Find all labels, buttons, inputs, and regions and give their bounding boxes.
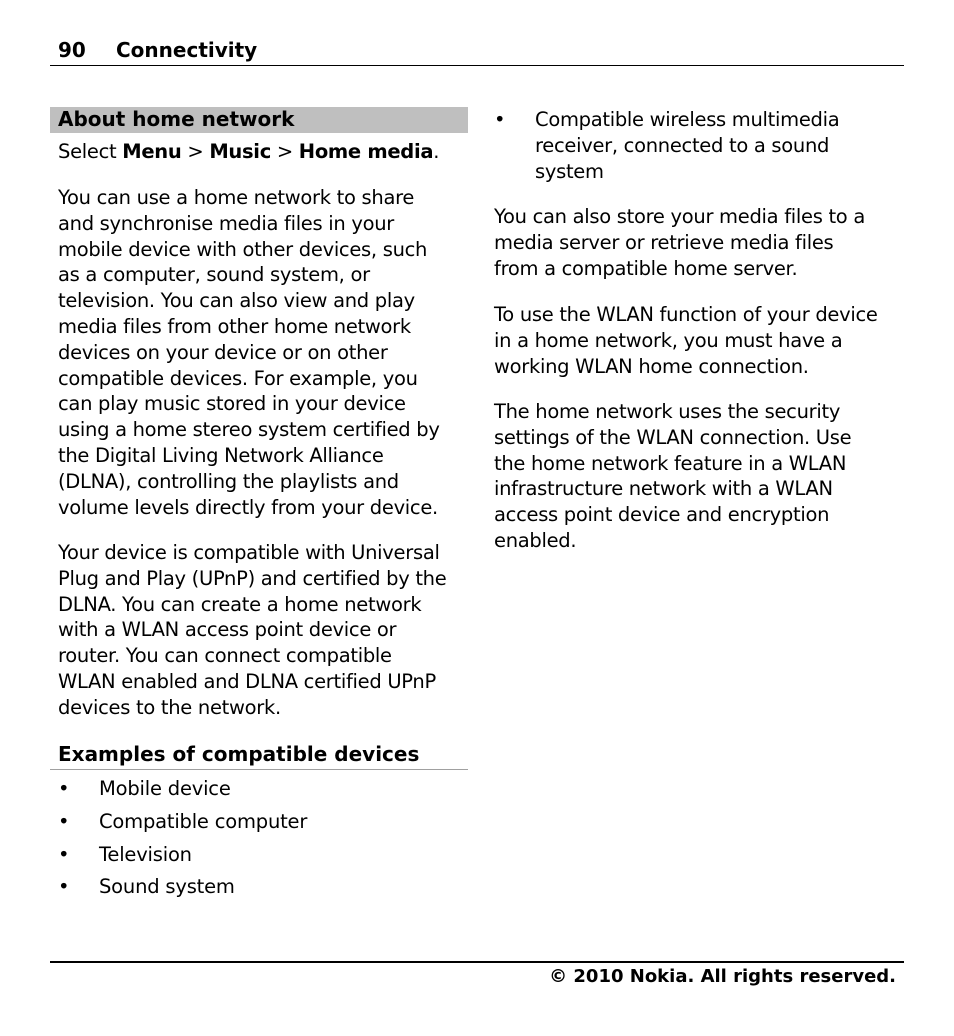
section-title: About home network (58, 107, 295, 131)
text-line: can play music stored in your device (58, 392, 406, 416)
bullet-icon: • (58, 875, 70, 899)
text-line: (DLNA), controlling the playlists and (58, 469, 399, 493)
text-line: Plug and Play (UPnP) and certified by the (58, 566, 447, 590)
text-line: and synchronise media files in your (58, 211, 394, 235)
bullet-icon: • (58, 842, 70, 866)
text-line: using a home stereo system certified by (58, 418, 440, 442)
select-prefix: Select (58, 140, 123, 163)
section-heading-bar (50, 107, 468, 133)
intro-paragraph (58, 185, 468, 520)
upnp-paragraph (58, 540, 468, 721)
examples-heading (50, 741, 468, 770)
server-paragraph (494, 204, 904, 281)
security-paragraph (494, 399, 904, 554)
text-line: Compatible wireless multimedia (535, 108, 840, 131)
bullet-icon: • (58, 809, 70, 833)
text-line: mobile device with other devices, such (58, 237, 428, 261)
text-line: You can use a home network to share (58, 186, 415, 209)
text-line: enabled. (494, 528, 577, 552)
text-line: You can also store your media files to a (494, 205, 865, 228)
text-line: the home network feature in a WLAN (494, 451, 847, 475)
list-item: • Television (58, 842, 192, 866)
text-line: settings of the WLAN connection. Use (494, 425, 852, 449)
text-line: television. You can also view and play (58, 289, 415, 313)
text-line: compatible devices. For example, you (58, 366, 418, 390)
text-line: media server or retrieve media files (494, 230, 834, 254)
wlan-paragraph (494, 302, 904, 379)
text-line: access point device and encryption (494, 503, 830, 527)
page-number: 90 (58, 38, 86, 62)
text-line: the Digital Living Network Alliance (58, 443, 384, 467)
text-line: with a WLAN access point device or (58, 618, 397, 642)
text-line: The home network uses the security (494, 400, 841, 423)
text-line: receiver, connected to a sound (535, 133, 830, 157)
menu-path-menu: Menu (122, 140, 182, 163)
menu-path: Select Menu > Music > Home media. (58, 140, 440, 163)
chapter-title: Connectivity (116, 38, 258, 62)
text-line: volume levels directly from your device. (58, 495, 438, 519)
text-line: as a computer, sound system, or (58, 263, 370, 287)
text-line: devices to the network. (58, 695, 281, 719)
text-line: working WLAN home connection. (494, 354, 809, 378)
examples-list (58, 776, 468, 900)
bullet-icon: • (494, 108, 506, 131)
list-item: • Compatible computer (58, 809, 308, 833)
text-line: router. You can connect compatible (58, 644, 392, 668)
text-line: in a home network, you must have a (494, 328, 843, 352)
bullet-icon: • (58, 777, 70, 800)
menu-path-home-media: Home media (298, 140, 434, 163)
text-line: from a compatible home server. (494, 256, 798, 280)
text-line: WLAN enabled and DLNA certified UPnP (58, 669, 436, 693)
list-item-continued (494, 107, 904, 185)
list-item-text (535, 107, 904, 184)
list-item: • Mobile device (58, 777, 231, 800)
text-line: infrastructure network with a WLAN (494, 477, 833, 501)
page-header (50, 36, 904, 66)
menu-path-music: Music (209, 140, 271, 163)
text-line: To use the WLAN function of your device (494, 303, 878, 326)
text-line: DLNA. You can create a home network (58, 592, 422, 616)
text-line: devices on your device or on other (58, 340, 388, 364)
text-line: system (535, 159, 604, 183)
copyright-text: © 2010 Nokia. All rights reserved. (549, 966, 896, 987)
text-line: Your device is compatible with Universal (58, 541, 440, 564)
text-line: media files from other home network (58, 314, 411, 338)
list-item: • Sound system (58, 875, 235, 899)
examples-title: Examples of compatible devices (58, 742, 420, 766)
